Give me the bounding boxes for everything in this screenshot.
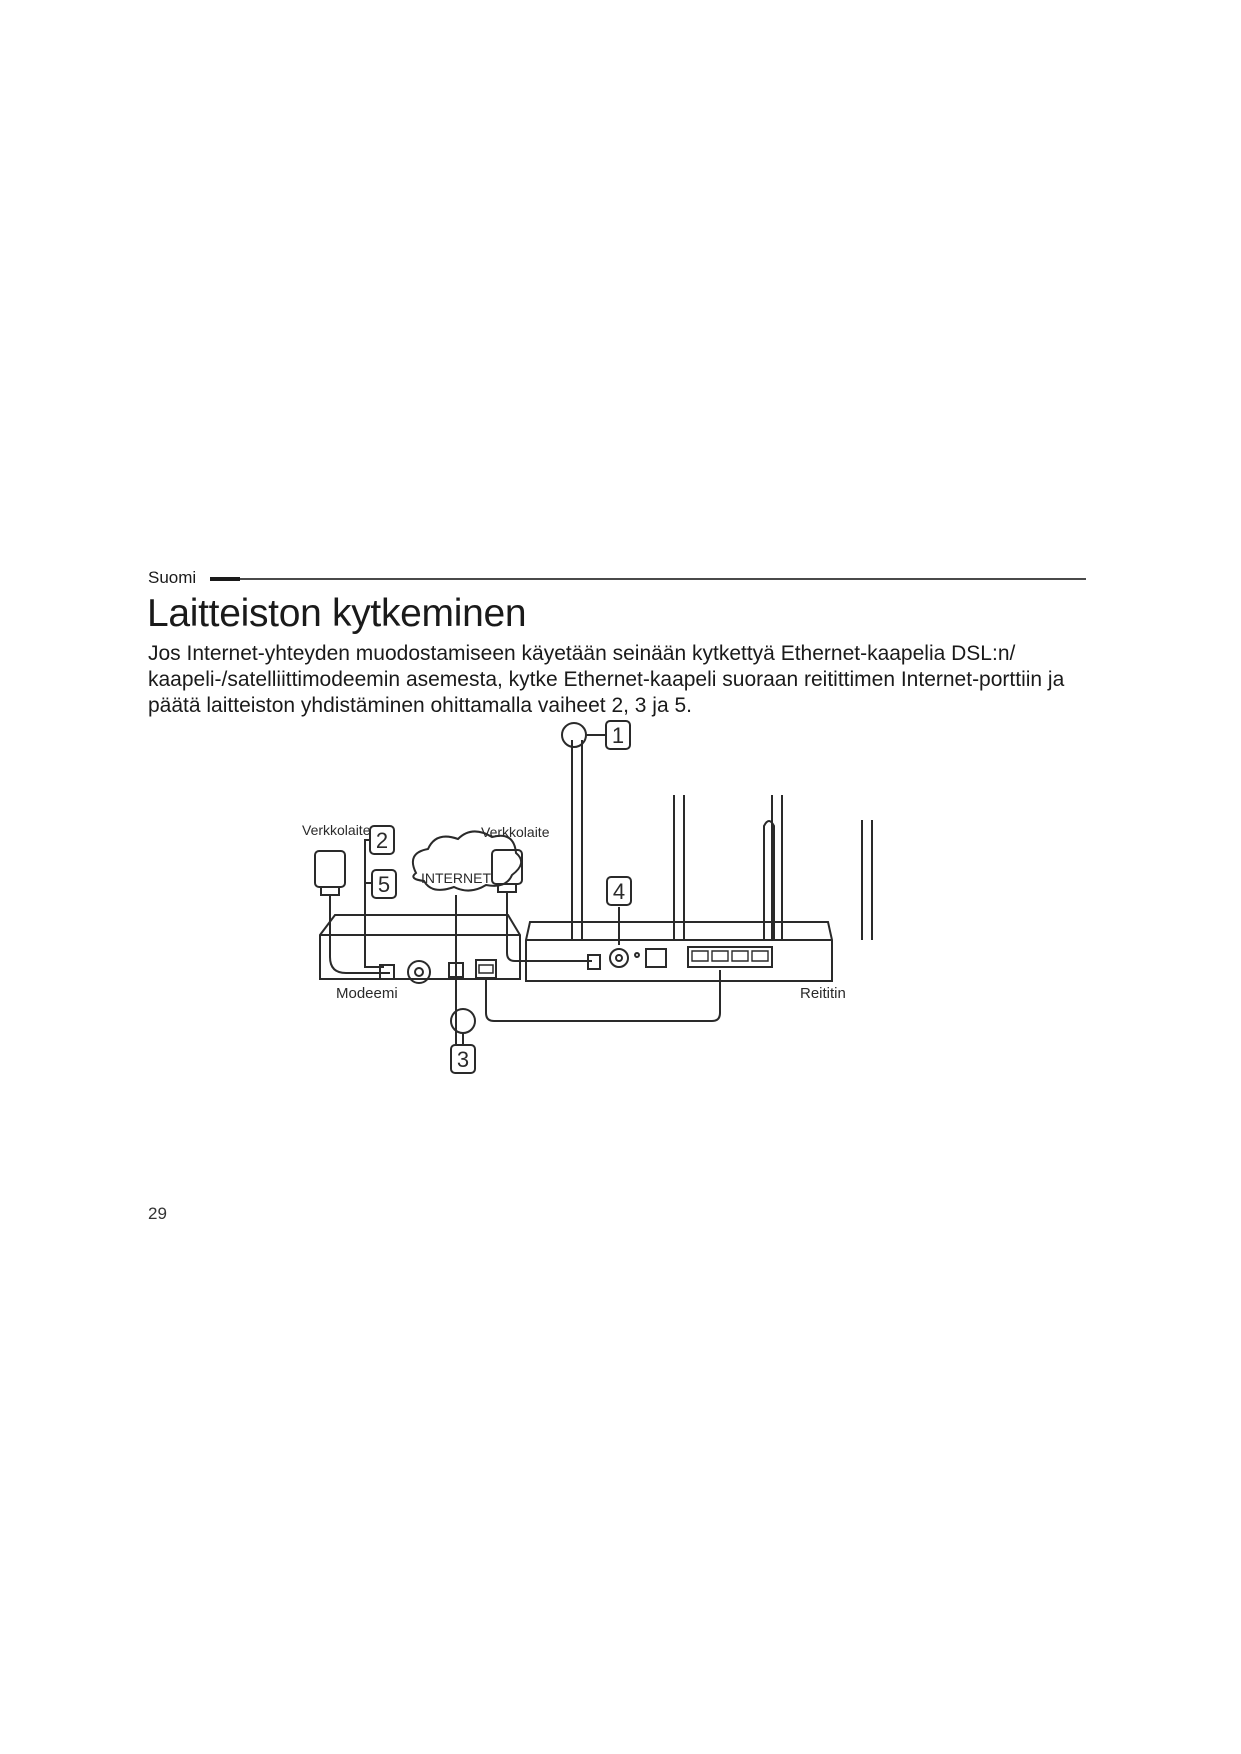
antenna-2-top (764, 821, 774, 940)
svg-text:3: 3 (456, 1047, 470, 1072)
svg-text:5: 5 (377, 872, 391, 897)
step-badge-1 (606, 721, 630, 749)
svg-text:1: 1 (611, 723, 625, 748)
power-adapter-label-left: Verkkolaite (302, 822, 371, 838)
antenna-3-top (862, 820, 872, 940)
header-rule-accent (210, 577, 240, 581)
callout-2-5-leader (365, 840, 384, 967)
language-label: Suomi (148, 568, 197, 587)
step-badge-5 (372, 870, 396, 898)
internet-label: INTERNET (421, 870, 491, 886)
cable-highlight-circle (451, 1009, 475, 1033)
router-lan-ports (688, 947, 772, 967)
intro-paragraph: Jos Internet-yhteyden muodostamiseen käyetään seinään kytkettyä Ethernet-kaapelia DSL:n/ kaapeli-/satelliittimodeemin asemesta, kytke Ethernet-kaapeli suoraan reitittimen Internet-porttiin ja päätä laitteiston yhdistäminen ohittamalla vaiheet 2, 3 ja 5. (148, 642, 1065, 717)
antennas-top-overlay (750, 820, 890, 940)
power-adapter-label-right: Verkkolaite (481, 824, 550, 840)
step-badge-2 (370, 826, 394, 854)
router-label: Reititin (800, 985, 846, 1002)
page-number: 29 (148, 1204, 167, 1223)
router-antenna-2 (674, 795, 684, 940)
step-badge-4 (607, 877, 631, 905)
modem-body (320, 915, 520, 979)
ethernet-cable (486, 970, 720, 1021)
language-header (148, 568, 1086, 588)
antenna-1-top (572, 740, 582, 830)
svg-text:2: 2 (375, 828, 389, 853)
svg-text:4: 4 (612, 879, 626, 904)
power-adapter-left-icon (315, 851, 345, 887)
header-rule (240, 578, 1086, 580)
page-title: Laitteiston kytkeminen (147, 592, 527, 635)
modem-label: Modeemi (336, 985, 398, 1002)
router-wan-port (646, 949, 666, 967)
step-badge-3 (451, 1045, 475, 1073)
step-1-overlay (560, 710, 640, 830)
